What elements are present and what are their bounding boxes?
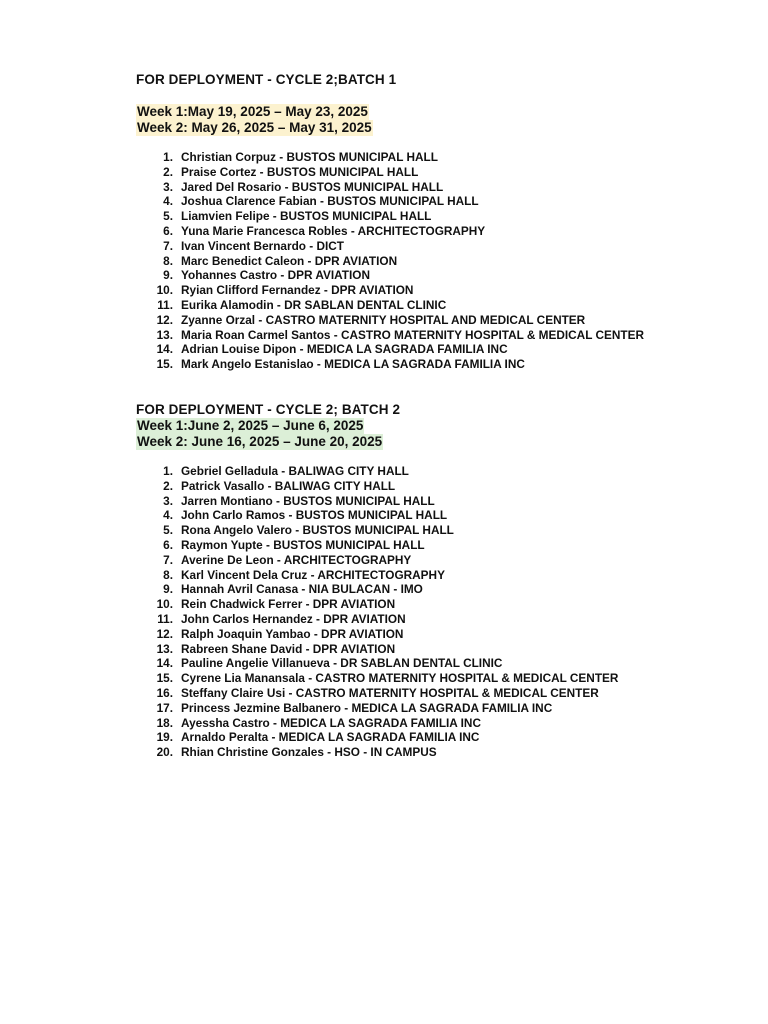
list-item-text: Ivan Vincent Bernardo - DICT (181, 238, 345, 253)
list-item (136, 716, 681, 731)
batch-title: FOR DEPLOYMENT - CYCLE 2;BATCH 1 (136, 72, 397, 87)
list-item-text: Cyrene Lia Manansala - CASTRO MATERNITY HOSPITAL & MEDICAL CENTER (181, 671, 619, 686)
list-item-text: Karl Vincent Dela Cruz - ARCHITECTOGRAPHY (181, 567, 445, 582)
list-item-text: Ayessha Castro - MEDICA LA SAGRADA FAMILIA INC (181, 715, 481, 730)
list-item-number: 9. (163, 268, 173, 283)
list-item-text: Mark Angelo Estanislao - MEDICA LA SAGRADA FAMILIA INC (181, 357, 525, 372)
week-2-dates: Week 2: June 16, 2025 – June 20, 2025 (137, 434, 383, 449)
list-item-number: 16. (156, 685, 173, 700)
list-item-text: Eurika Alamodin - DR SABLAN DENTAL CLINIC (181, 297, 447, 312)
week-schedule (136, 104, 696, 136)
list-item-number: 4. (163, 194, 173, 209)
list-item (136, 730, 681, 745)
deployment-list (136, 464, 696, 760)
list-item (136, 254, 681, 269)
list-item-number: 10. (156, 283, 173, 298)
list-item-number: 12. (156, 312, 173, 327)
list-item-number: 3. (163, 493, 173, 508)
list-item-number: 4. (163, 508, 173, 523)
list-item-text: Averine De Leon - ARCHITECTOGRAPHY (181, 552, 412, 567)
list-item (136, 597, 681, 612)
list-item (136, 150, 681, 165)
list-item (136, 165, 681, 180)
list-item-number: 15. (156, 357, 173, 372)
list-item-text: Marc Benedict Caleon - DPR AVIATION (181, 253, 398, 268)
list-item-number: 1. (163, 150, 173, 164)
list-item (136, 523, 681, 538)
list-item-text: Ryian Clifford Fernandez - DPR AVIATION (181, 283, 414, 298)
list-item-text: Zyanne Orzal - CASTRO MATERNITY HOSPITAL AND MEDICAL CENTER (181, 312, 586, 327)
batch-2-section (136, 402, 696, 760)
list-item-number: 14. (156, 656, 173, 671)
list-item-number: 7. (163, 238, 173, 253)
list-item-text: Princess Jezmine Balbanero - MEDICA LA SAGRADA FAMILIA INC (181, 700, 553, 715)
list-item (136, 464, 681, 479)
week-2-dates: Week 2: May 26, 2025 – May 31, 2025 (137, 120, 372, 135)
list-item (136, 342, 681, 357)
list-item (136, 494, 681, 509)
list-item-text: Praise Cortez - BUSTOS MUNICIPAL HALL (181, 164, 419, 179)
list-item (136, 671, 681, 686)
list-item (136, 180, 681, 195)
list-item-text: Liamvien Felipe - BUSTOS MUNICIPAL HALL (181, 209, 432, 224)
list-item (136, 194, 681, 209)
list-item-text: Rona Angelo Valero - BUSTOS MUNICIPAL HALL (181, 523, 454, 538)
list-item-number: 10. (156, 597, 173, 612)
list-item-number: 8. (163, 253, 173, 268)
list-item-text: Jared Del Rosario - BUSTOS MUNICIPAL HALL (181, 179, 444, 194)
list-item (136, 568, 681, 583)
list-item-text: Jarren Montiano - BUSTOS MUNICIPAL HALL (181, 493, 435, 508)
list-item (136, 656, 681, 671)
list-item-text: Steffany Claire Usi - CASTRO MATERNITY HOSPITAL & MEDICAL CENTER (181, 685, 599, 700)
list-item (136, 239, 681, 254)
list-item-number: 19. (156, 730, 173, 745)
list-item-text: Hannah Avril Canasa - NIA BULACAN - IMO (181, 582, 423, 597)
list-item-number: 2. (163, 478, 173, 493)
list-item (136, 209, 681, 224)
week-schedule (136, 418, 696, 450)
list-item (136, 328, 681, 343)
list-item-number: 6. (163, 537, 173, 552)
list-item (136, 298, 681, 313)
list-item (136, 642, 681, 657)
list-item-text: Adrian Louise Dipon - MEDICA LA SAGRADA FAMILIA INC (181, 342, 508, 357)
list-item-number: 5. (163, 523, 173, 538)
list-item-text: Yuna Marie Francesca Robles - ARCHITECTOGRAPHY (181, 223, 486, 238)
week-1-dates: Week 1:May 19, 2025 – May 23, 2025 (137, 104, 368, 119)
list-item-number: 3. (163, 179, 173, 194)
list-item (136, 538, 681, 553)
list-item-text: Rein Chadwick Ferrer - DPR AVIATION (181, 597, 396, 612)
list-item-text: John Carlos Hernandez - DPR AVIATION (181, 611, 406, 626)
list-item-number: 5. (163, 209, 173, 224)
list-item-text: Rhian Christine Gonzales - HSO - IN CAMPUS (181, 745, 437, 760)
list-item-number: 15. (156, 671, 173, 686)
list-item (136, 627, 681, 642)
list-item (136, 686, 681, 701)
list-item (136, 745, 681, 760)
list-item-text: Raymon Yupte - BUSTOS MUNICIPAL HALL (181, 537, 425, 552)
list-item-number: 6. (163, 223, 173, 238)
list-item-text: Maria Roan Carmel Santos - CASTRO MATERNITY HOSPITAL & MEDICAL CENTER (181, 327, 644, 342)
list-item-number: 12. (156, 626, 173, 641)
list-item-number: 18. (156, 715, 173, 730)
list-item-number: 11. (157, 297, 173, 312)
list-item-text: John Carlo Ramos - BUSTOS MUNICIPAL HALL (181, 508, 448, 523)
deployment-list (136, 150, 696, 372)
list-item-text: Rabreen Shane David - DPR AVIATION (181, 641, 396, 656)
list-item-number: 13. (156, 327, 173, 342)
list-item-text: Yohannes Castro - DPR AVIATION (181, 268, 370, 283)
batch-title: FOR DEPLOYMENT - CYCLE 2; BATCH 2 (136, 402, 401, 417)
list-item (136, 701, 681, 716)
list-item-number: 14. (156, 342, 173, 357)
list-item-number: 1. (163, 464, 173, 478)
batch-1-section (136, 72, 696, 372)
list-item (136, 479, 681, 494)
list-item-number: 7. (163, 552, 173, 567)
list-item (136, 283, 681, 298)
list-item (136, 357, 681, 372)
list-item-number: 20. (156, 745, 173, 760)
list-item-text: Joshua Clarence Fabian - BUSTOS MUNICIPAL HALL (181, 194, 479, 209)
list-item-text: Pauline Angelie Villanueva - DR SABLAN DENTAL CLINIC (181, 656, 503, 671)
list-item-text: Gebriel Gelladula - BALIWAG CITY HALL (181, 464, 409, 478)
list-item (136, 508, 681, 523)
week-1-dates: Week 1:June 2, 2025 – June 6, 2025 (137, 418, 364, 433)
list-item (136, 268, 681, 283)
list-item-number: 11. (157, 611, 173, 626)
list-item (136, 224, 681, 239)
list-item (136, 553, 681, 568)
list-item (136, 582, 681, 597)
list-item-number: 8. (163, 567, 173, 582)
list-item-number: 2. (163, 164, 173, 179)
list-item-text: Arnaldo Peralta - MEDICA LA SAGRADA FAMILIA INC (181, 730, 480, 745)
list-item-text: Christian Corpuz - BUSTOS MUNICIPAL HALL (181, 150, 438, 164)
list-item-text: Patrick Vasallo - BALIWAG CITY HALL (181, 478, 396, 493)
list-item (136, 612, 681, 627)
list-item-text: Ralph Joaquin Yambao - DPR AVIATION (181, 626, 404, 641)
list-item-number: 9. (163, 582, 173, 597)
list-item (136, 313, 681, 328)
list-item-number: 17. (156, 700, 173, 715)
list-item-number: 13. (156, 641, 173, 656)
